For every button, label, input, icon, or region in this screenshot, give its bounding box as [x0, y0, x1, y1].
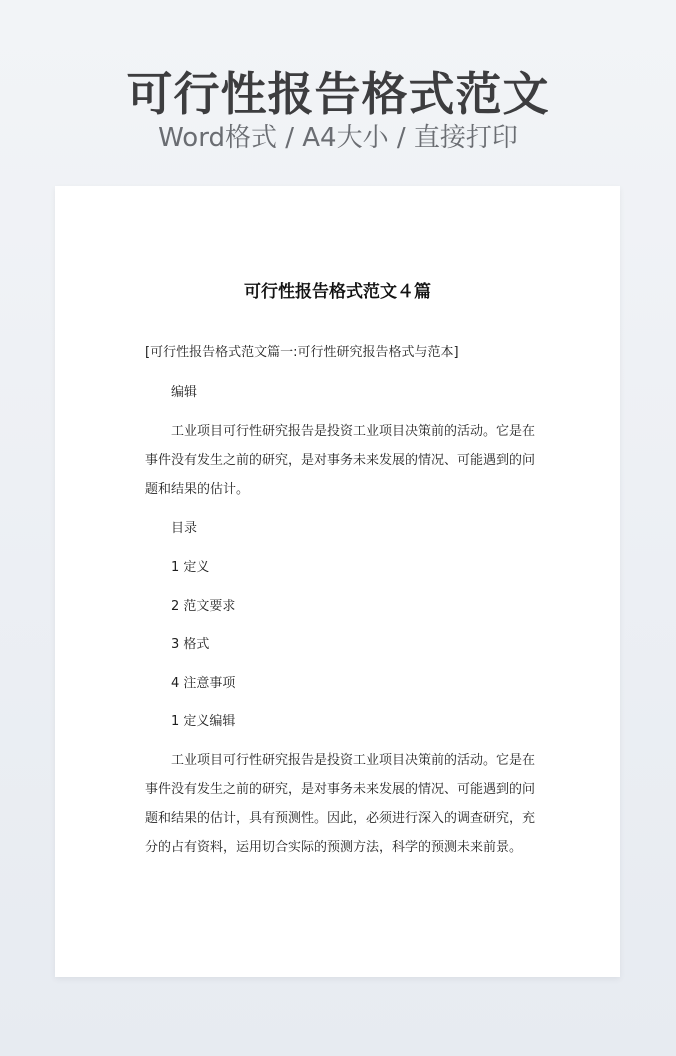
section-heading: [可行性报告格式范文篇一:可行性研究报告格式与范本] [145, 345, 459, 360]
paragraph-line: 工业项目可行性研究报告是投资工业项目决策前的活动。它是在 [171, 424, 536, 439]
paragraph-line: 事件没有发生之前的研究，是对事务未来发展的情况、可能遇到的问 [145, 453, 536, 468]
paragraph-line: 题和结果的估计。 [145, 482, 250, 497]
body-paragraph [145, 746, 536, 862]
document-title: 可行性报告格式范文４篇 [244, 282, 431, 302]
paragraph-line: 分的占有资料，运用切合实际的预测方法，科学的预测未来前景。 [145, 840, 523, 855]
paragraph-line: 题和结果的估计，具有预测性。因此，必须进行深入的调查研究，充 [145, 811, 536, 826]
paragraph-line: 工业项目可行性研究报告是投资工业项目决策前的活动。它是在 [171, 753, 536, 768]
toc-item: 3 格式 [171, 637, 210, 652]
toc-item: 4 注意事项 [171, 676, 236, 691]
toc-item: 1 定义 [171, 560, 210, 575]
toc-heading: 目录 [171, 521, 198, 536]
banner-subtitle: Word格式 / A4大小 / 直接打印 [158, 123, 518, 153]
banner-title: 可行性报告格式范文 [126, 67, 550, 121]
toc-item: 2 范文要求 [171, 599, 236, 614]
edit-label: 编辑 [171, 385, 198, 400]
section1-heading: 1 定义编辑 [171, 714, 236, 729]
paragraph-line: 事件没有发生之前的研究，是对事务未来发展的情况、可能遇到的问 [145, 782, 536, 797]
intro-paragraph [145, 417, 536, 504]
document-page [55, 186, 620, 977]
